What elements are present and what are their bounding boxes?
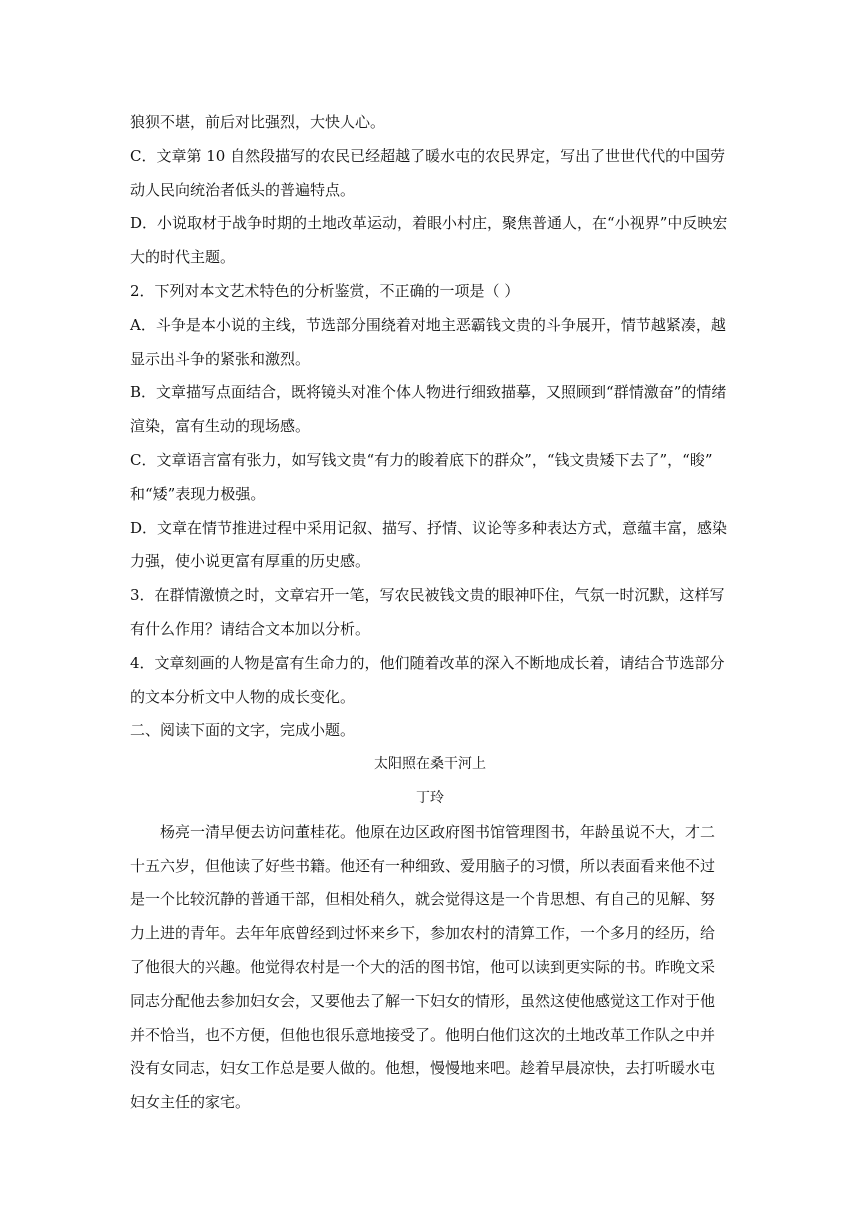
passage-line: 并不恰当，也不方便，但他也很乐意地接受了。他明白他们这次的土地改革工作队之中并 xyxy=(130,1025,716,1044)
q1-option-d-line2: 大的时代主题。 xyxy=(130,248,236,267)
q1-option-c-line2: 动人民向统治者低头的普遍特点。 xyxy=(130,180,356,199)
passage-line: 没有女同志，妇女工作总是要人做的。他想，慢慢地来吧。趁着早晨凉快，去打听暖水屯 xyxy=(130,1059,716,1078)
q4-line2: 的文本分析文中人物的成长变化。 xyxy=(130,687,356,706)
passage-body xyxy=(130,816,730,1120)
q2-option-a-line2: 显示出斗争的紧张和激烈。 xyxy=(130,349,311,368)
q2-option-a-line1: A．斗争是本小说的主线，节选部分围绕着对地主恶霸钱文贵的斗争展开，情节越紧凑，越 xyxy=(130,315,726,334)
q1-option-c-line1: C．文章第 10 自然段描写的农民已经超越了暖水屯的农民界定，写出了世世代代的中国劳 xyxy=(130,146,726,165)
q1-option-d-line1: D．小说取材于战争时期的土地改革运动，着眼小村庄，聚焦普通人，在“小视界”中反映宏 xyxy=(130,214,728,233)
q3-line2: 有什么作用？请结合文本加以分析。 xyxy=(130,619,371,638)
passage-line: 妇女主任的家宅。 xyxy=(130,1093,251,1112)
passage-line: 杨亮一清早便去访问董桂花。他原在边区政府图书馆管理图书，年龄虽说不大，才二 xyxy=(160,822,716,841)
q2-option-b-line1: B．文章描写点面结合，既将镜头对准个体人物进行细致描摹，又照顾到“群情激奋”的情绪 xyxy=(130,383,727,402)
q4-line1: 4．文章刻画的人物是富有生命力的，他们随着改革的深入不断地成长着，请结合节选部分 xyxy=(130,653,725,672)
q2-option-d-line1: D．文章在情节推进过程中采用记叙、描写、抒情、议论等多种表达方式，意蕴丰富，感染 xyxy=(130,518,728,537)
q2-option-c-line1: C．文章语言富有张力，如写钱文贵“有力的睃着底下的群众”，“钱文贵矮下去了”，“睃” xyxy=(130,450,713,469)
q2-option-d-line2: 力强，使小说更富有厚重的历史感。 xyxy=(130,552,371,571)
document-page xyxy=(130,106,730,1120)
passage-title: 太阳照在桑干河上 xyxy=(374,756,486,773)
passage-line: 同志分配他去参加妇女会，又要他去了解一下妇女的情形，虽然这使他感觉这工作对于他 xyxy=(130,991,716,1010)
q2-stem: 2．下列对本文艺术特色的分析鉴赏，不正确的一项是（ ） xyxy=(130,281,520,300)
passage-author: 丁玲 xyxy=(416,789,444,806)
passage-line: 十五六岁，但他读了好些书籍。他还有一种细致、爱用脑子的习惯，所以表面看来他不过 xyxy=(130,856,716,875)
q1-option-b-continuation: 狼狈不堪，前后对比强烈，大快人心。 xyxy=(130,113,386,131)
passage-line: 力上进的青年。去年年底曾经到过怀来乡下，参加农村的清算工作，一个多月的经历，给 xyxy=(130,924,716,943)
q2-option-c-line2: 和“矮”表现力极强。 xyxy=(130,484,266,503)
passage-line: 了他很大的兴趣。他觉得农村是一个大的活的图书馆，他可以读到更实际的书。昨晚文采 xyxy=(130,957,716,976)
q3-line1: 3．在群情激愤之时，文章宕开一笔，写农民被钱文贵的眼神吓住，气氛一时沉默，这样写 xyxy=(130,586,725,605)
passage-line: 是一个比较沉静的普通干部，但相处稍久，就会觉得这是一个肯思想、有自己的见解、努 xyxy=(130,890,716,909)
q2-option-b-line2: 渲染，富有生动的现场感。 xyxy=(130,417,311,436)
section2-heading: 二、阅读下面的文字，完成小题。 xyxy=(130,721,356,740)
